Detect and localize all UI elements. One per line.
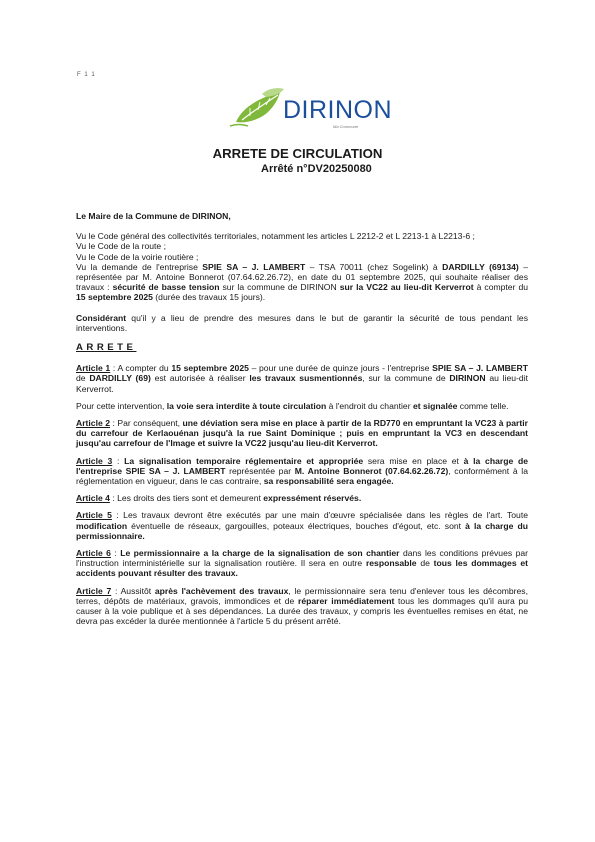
page-reference: F 1 1	[77, 72, 96, 78]
article-1-detail: Pour cette intervention, la voie sera interdite à toute circulation à l'endroit du chantier et signalée comme telle.	[76, 400, 509, 411]
article-4: Article 4 : Les droits des tiers sont et demeurent expressément réservés.	[76, 493, 362, 504]
document-subtitle: Arrêté n°DV20250080	[261, 163, 372, 175]
article-5: Article 5 : Les travaux devront être exécutés par une main d'œuvre spécialisée dans les règles de l'art. Toute modification éventuelle de réseaux, gargouilles, poteaux électriques, bouches d'égout, etc. sont à la charge du permissionnaire.	[76, 510, 528, 541]
article-3: Article 3 : La signalisation temporaire réglementaire et appropriée sera mise en place et à la charge de l'entreprise SPIE SA – J. LAMBERT représentée par M. Antoine Bonnerot (07.64.62.26.72), conformément à la réglementation en vigueur, dans le cas contraire, sa responsabilité sera engagée.	[76, 455, 528, 487]
logo-tagline: Ma Commune	[333, 124, 359, 129]
maire-line: Le Maire de la Commune de DIRINON,	[76, 211, 231, 221]
article-2: Article 2 : Par conséquent, une déviation sera mise en place à partir de la RD770 en empruntant la VC23 à partir du carrefour de Kerlaouénan jusqu'à la rue Saint Dominique ; puis en empruntant la VC3 en descendant jusqu'au carrefour de l'Image et suivre la VC22 jusqu'au lieu-dit Kerverrot.	[76, 418, 528, 449]
vu-line-4: Vu la demande de l'entreprise SPIE SA – J. LAMBERT – TSA 70011 (chez Sogelink) à DARDILLY (69134) – représentée par M. Antoine Bonnerot (07.64.62.26.72), en date du 01 septembre 2025, qui souhaite réaliser des travaux : sécurité de basse tension sur la commune de DIRINON sur la VC22 au lieu-dit Kerverrot à compter du 15 septembre 2025 (durée des travaux 15 jours).	[76, 261, 529, 303]
arrete-heading: ARRETE	[76, 342, 137, 354]
document-title: ARRETE DE CIRCULATION	[212, 146, 383, 161]
vu-line-2: Vu le Code de la route ;	[76, 241, 166, 252]
logo-wordmark: DIRINON	[283, 96, 393, 124]
vu-line-1: Vu le Code général des collectivités territoriales, notamment les articles L 2212-2 et L 2213-1 à L2213-6 ;	[76, 231, 475, 242]
article-7: Article 7 : Aussitôt après l'achèvement des travaux, le permissionnaire sera tenu d'enlever tous les décombres, terres, dépôts de matériaux, gravois, immondices et de réparer immédiatement tous les dommages qu'il aura pu causer à la voie publique et à ses dépendances. La durée des travaux, y compris les éventuelles remises en état, ne devra pas excéder la durée mentionnée à l'article 5 du présent arrêté.	[76, 585, 528, 627]
considerant: Considérant qu'il y a lieu de prendre des mesures dans le but de garantir la sécurité de tous pendant les interventions.	[76, 312, 528, 333]
article-1: Article 1 : A compter du 15 septembre 2025 – pour une durée de quinze jours - l'entreprise SPIE SA – J. LAMBERT de DARDILLY (69) est autorisée à réaliser les travaux susmentionnés, sur la commune de DIRINON au lieu-dit Kerverrot.	[76, 363, 528, 394]
article-6: Article 6 : Le permissionnaire a la charge de la signalisation de son chantier dans les conditions prévues par l'instruction interministérielle sur la signalisation routière. Il sera en outre responsable de tous les dommages et accidents pouvant résulter des travaux.	[76, 548, 528, 579]
vu-line-3: Vu le Code de la voirie routière ;	[76, 251, 199, 262]
document-body	[76, 211, 528, 627]
